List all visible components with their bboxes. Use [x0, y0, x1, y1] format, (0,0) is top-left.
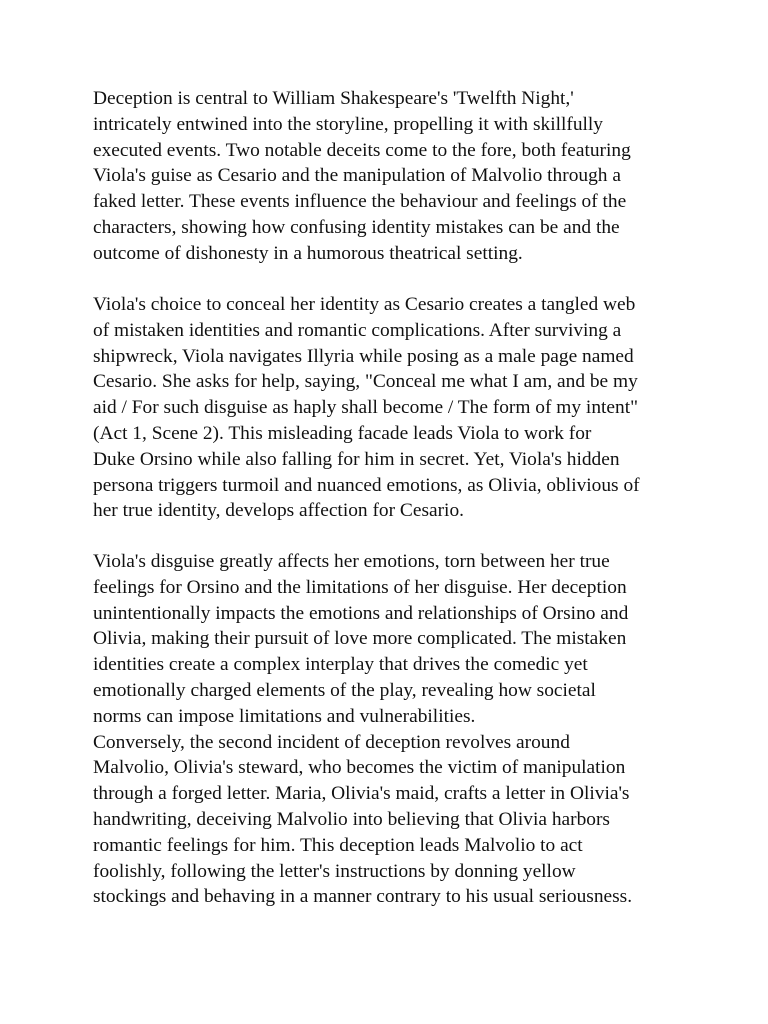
text-line: romantic feelings for him. This deception leads Malvolio to act: [93, 834, 583, 856]
text-line: Conversely, the second incident of deception revolves around: [93, 731, 570, 753]
text-line: outcome of dishonesty in a humorous theatrical setting.: [93, 242, 523, 264]
text-line: Olivia, making their pursuit of love more complicated. The mistaken: [93, 628, 627, 650]
paragraph-viola-disguise: [93, 292, 693, 524]
text-line: Duke Orsino while also falling for him in secret. Yet, Viola's hidden: [93, 448, 620, 470]
text-line: (Act 1, Scene 2). This misleading facade leads Viola to work for: [93, 422, 592, 444]
text-line: through a forged letter. Maria, Olivia's maid, crafts a letter in Olivia's: [93, 783, 630, 805]
text-line: Deception is central to William Shakespeare's 'Twelfth Night,': [93, 88, 574, 109]
text-line: Cesario. She asks for help, saying, "Conceal me what I am, and be my: [93, 371, 638, 393]
text-line: Viola's disguise greatly affects her emotions, torn between her true: [93, 551, 610, 572]
paragraph-emotions-and-malvolio: [93, 549, 693, 910]
text-line: norms can impose limitations and vulnerabilities.: [93, 705, 476, 727]
text-line: feelings for Orsino and the limitations of her disguise. Her deception: [93, 576, 627, 598]
text-line: executed events. Two notable deceits come to the fore, both featuring: [93, 139, 631, 161]
paragraph-introduction: [93, 86, 693, 267]
text-line: Malvolio, Olivia's steward, who becomes the victim of manipulation: [93, 757, 626, 779]
text-line: foolishly, following the letter's instructions by donning yellow: [93, 860, 576, 882]
text-line: unintentionally impacts the emotions and relationships of Orsino and: [93, 602, 629, 624]
text-line: of mistaken identities and romantic complications. After surviving a: [93, 319, 622, 341]
text-line: identities create a complex interplay that drives the comedic yet: [93, 654, 588, 676]
text-line: aid / For such disguise as haply shall become / The form of my intent": [93, 397, 639, 419]
text-line: Viola's guise as Cesario and the manipulation of Malvolio through a: [93, 165, 621, 187]
text-line: intricately entwined into the storyline, propelling it with skillfully: [93, 113, 603, 135]
text-line: faked letter. These events influence the behaviour and feelings of the: [93, 191, 627, 213]
text-line: her true identity, develops affection for Cesario.: [93, 500, 464, 522]
text-line: stockings and behaving in a manner contrary to his usual seriousness.: [93, 886, 633, 908]
text-line: Viola's choice to conceal her identity as Cesario creates a tangled web: [93, 294, 636, 315]
text-line: characters, showing how confusing identity mistakes can be and the: [93, 216, 620, 238]
text-line: handwriting, deceiving Malvolio into believing that Olivia harbors: [93, 808, 610, 830]
text-line: shipwreck, Viola navigates Illyria while posing as a male page named: [93, 345, 634, 367]
text-line: emotionally charged elements of the play, revealing how societal: [93, 679, 596, 701]
text-line: persona triggers turmoil and nuanced emotions, as Olivia, oblivious of: [93, 474, 640, 496]
